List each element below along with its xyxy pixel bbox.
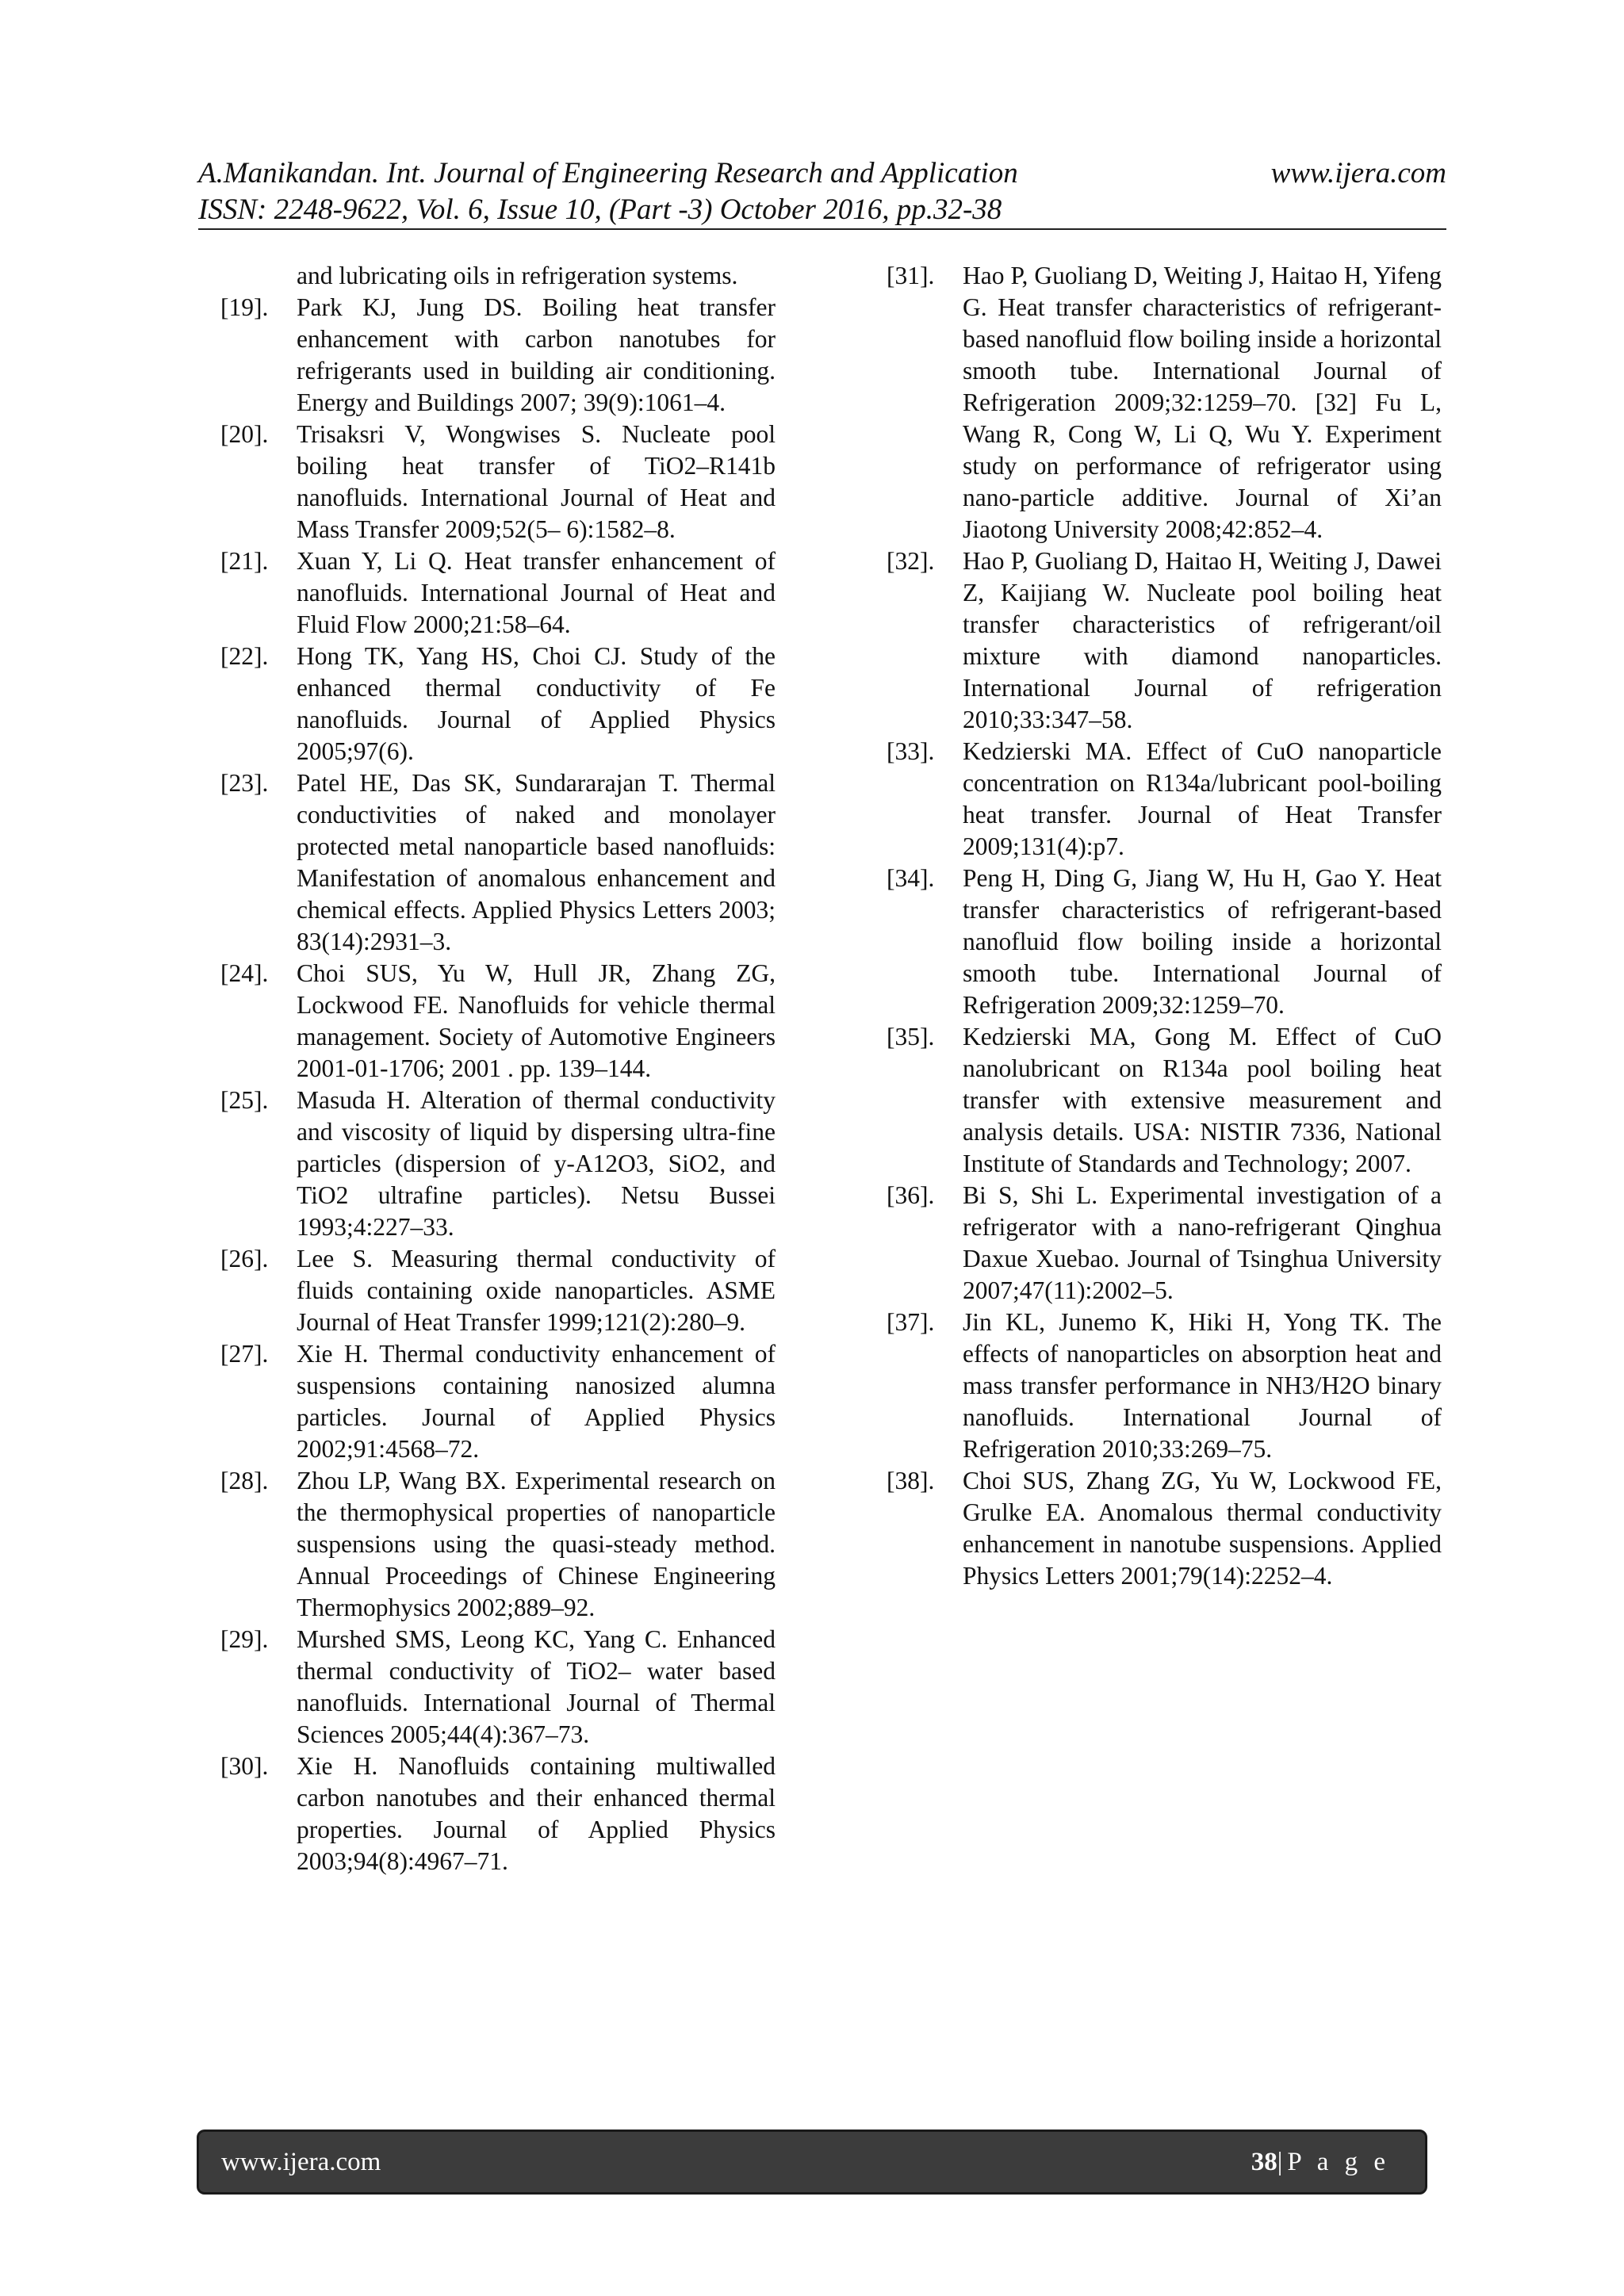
reference-number: [35]. (887, 1023, 935, 1050)
reference-item (220, 1338, 776, 1465)
reference-item (220, 767, 776, 958)
journal-title: A.Manikandan. Int. Journal of Engineering Research and Application (198, 157, 1018, 189)
reference-item (220, 958, 776, 1085)
reference-text: Bi S, Shi L. Experimental investigation of a refrigerator with a nano-refrigerant Qinghua Daxue Xuebao. Journal of Tsinghua University 2007;47(11):2002–5. (963, 1181, 1442, 1304)
reference-item (220, 419, 776, 545)
reference-text: Jin KL, Junemo K, Hiki H, Yong TK. The effects of nanoparticles on absorption heat and mass transfer performance in NH3/H2O binary nanofluids. International Journal of Refrigeration 2010;33:269–75. (963, 1308, 1442, 1463)
page-number (1251, 2148, 1390, 2177)
reference-number: [34]. (887, 864, 935, 892)
reference-text: Xie H. Thermal conductivity enhancement of suspensions containing nanosized alumna particles. Journal of Applied Physics 2002;91:4568–72. (297, 1340, 776, 1463)
reference-text: Masuda H. Alteration of thermal conductivity and viscosity of liquid by dispersing ultra-fine particles (dispersion of y-A12O3, SiO2, and TiO2 ultrafine particles). Netsu Bussei 1993;4:227–33. (297, 1086, 776, 1241)
reference-item (887, 1021, 1442, 1180)
reference-item (220, 1085, 776, 1243)
footer-website-link[interactable]: www.ijera.com (221, 2148, 381, 2176)
running-header (198, 155, 1446, 228)
reference-text: Xuan Y, Li Q. Heat transfer enhancement of nanofluids. International Journal of Heat and Fluid Flow 2000;21:58–64. (297, 547, 776, 638)
header-website-link[interactable]: www.ijera.com (1270, 157, 1446, 189)
reference-item (220, 545, 776, 641)
reference-number: [20]. (220, 420, 269, 448)
reference-number: [33]. (887, 737, 935, 765)
reference-number: [27]. (220, 1340, 269, 1368)
page-label: |P a g e (1277, 2148, 1390, 2176)
header-line-1 (198, 155, 1446, 192)
reference-item (887, 1465, 1442, 1592)
reference-item (887, 1307, 1442, 1465)
reference-text: Hong TK, Yang HS, Choi CJ. Study of the enhanced thermal conductivity of Fe nanofluids. Journal of Applied Physics 2005;97(6). (297, 642, 776, 765)
reference-item (220, 1465, 776, 1624)
reference-text: Hao P, Guoliang D, Weiting J, Haitao H, Yifeng G. Heat transfer characteristics of refrigerant-based nanofluid flow boiling inside a horizontal smooth tube. International Journal of Refrigeration 2009;32:1259–70. [32] Fu L, Wang R, Cong W, Li Q, Wu Y. Experiment study on performance of refrigerator using nano-particle additive. Journal of Xi’an Jiaotong University 2008;42:852–4. (963, 262, 1442, 543)
reference-number: [19]. (220, 293, 269, 321)
reference-item (887, 1180, 1442, 1307)
reference-item (887, 545, 1442, 736)
reference-text: Park KJ, Jung DS. Boiling heat transfer enhancement with carbon nanotubes for refrigerants used in building air conditioning. Energy and Buildings 2007; 39(9):1061–4. (297, 293, 776, 416)
header-line-2 (198, 192, 1446, 228)
reference-text: Xie H. Nanofluids containing multiwalled carbon nanotubes and their enhanced thermal properties. Journal of Applied Physics 2003;94(8):4967–71. (297, 1752, 776, 1875)
reference-item (220, 292, 776, 419)
reference-item (220, 641, 776, 767)
reference-number: [31]. (887, 262, 935, 289)
continued-reference-text: and lubricating oils in refrigeration systems. (297, 262, 738, 289)
reference-number: [21]. (220, 547, 269, 575)
reference-text: Hao P, Guoliang D, Haitao H, Weiting J, Dawei Z, Kaijiang W. Nucleate pool boiling heat transfer characteristics of refrigerant/oil mixture with diamond nanoparticles. International Journal of refrigeration 2010;33:347–58. (963, 547, 1442, 733)
reference-text: Kedzierski MA. Effect of CuO nanoparticle concentration on R134a/lubricant pool-boiling heat transfer. Journal of Heat Transfer 2009;131(4):p7. (963, 737, 1442, 860)
reference-text: Lee S. Measuring thermal conductivity of fluids containing oxide nanoparticles. ASME Journal of Heat Transfer 1999;121(2):280–9. (297, 1245, 776, 1336)
reference-item (887, 260, 1442, 545)
right-reference-list (887, 260, 1442, 1592)
reference-number: [32]. (887, 547, 935, 575)
reference-text: Choi SUS, Yu W, Hull JR, Zhang ZG, Lockwood FE. Nanofluids for vehicle thermal management. Society of Automotive Engineers 2001-01-1706; 2001 . pp. 139–144. (297, 959, 776, 1082)
reference-text: Kedzierski MA, Gong M. Effect of CuO nanolubricant on R134a pool boiling heat transfer with extensive measurement and analysis details. USA: NISTIR 7336, National Institute of Standards and Technology; 2007. (963, 1023, 1442, 1177)
reference-item (887, 863, 1442, 1021)
reference-item (887, 736, 1442, 863)
reference-number: [24]. (220, 959, 269, 987)
reference-number: [29]. (220, 1625, 269, 1653)
page-footer (197, 2130, 1427, 2195)
reference-text: Zhou LP, Wang BX. Experimental research on the thermophysical properties of nanoparticle suspensions using the quasi-steady method. Annual Proceedings of Chinese Engineering Thermophysics 2002;889–92. (297, 1467, 776, 1621)
reference-text: Peng H, Ding G, Jiang W, Hu H, Gao Y. Heat transfer characteristics of refrigerant-based nanofluid flow boiling inside a horizontal smooth tube. International Journal of Refrigeration 2009;32:1259–70. (963, 864, 1442, 1019)
reference-number: [30]. (220, 1752, 269, 1780)
reference-number: [25]. (220, 1086, 269, 1114)
reference-number: [37]. (887, 1308, 935, 1336)
reference-number: [22]. (220, 642, 269, 670)
left-reference-list (220, 292, 776, 1877)
reference-number: [38]. (887, 1467, 935, 1494)
header-divider (198, 228, 1446, 230)
reference-item (220, 1751, 776, 1877)
right-column (887, 260, 1442, 1592)
reference-item (220, 1243, 776, 1338)
left-column (220, 260, 776, 1877)
reference-text: Patel HE, Das SK, Sundararajan T. Thermal conductivities of naked and monolayer protected metal nanoparticle based nanofluids: Manifestation of anomalous enhancement and chemical effects. Applied Physics Letters 2003; 83(14):2931–3. (297, 769, 776, 955)
reference-number: [28]. (220, 1467, 269, 1494)
reference-text: Murshed SMS, Leong KC, Yang C. Enhanced thermal conductivity of TiO2– water based nanofluids. International Journal of Thermal Sciences 2005;44(4):367–73. (297, 1625, 776, 1748)
reference-number: [23]. (220, 769, 269, 797)
issue-info: ISSN: 2248-9622, Vol. 6, Issue 10, (Part -3) October 2016, pp.32-38 (198, 193, 1002, 226)
reference-item (220, 1624, 776, 1751)
reference-text: Trisaksri V, Wongwises S. Nucleate pool boiling heat transfer of TiO2–R141b nanofluids. International Journal of Heat and Mass Transfer 2009;52(5– 6):1582–8. (297, 420, 776, 543)
reference-text: Choi SUS, Zhang ZG, Yu W, Lockwood FE, Grulke EA. Anomalous thermal conductivity enhancement in nanotube suspensions. Applied Physics Letters 2001;79(14):2252–4. (963, 1467, 1442, 1590)
reference-number: [26]. (220, 1245, 269, 1272)
page-number-value: 38 (1251, 2148, 1277, 2176)
reference-number: [36]. (887, 1181, 935, 1209)
